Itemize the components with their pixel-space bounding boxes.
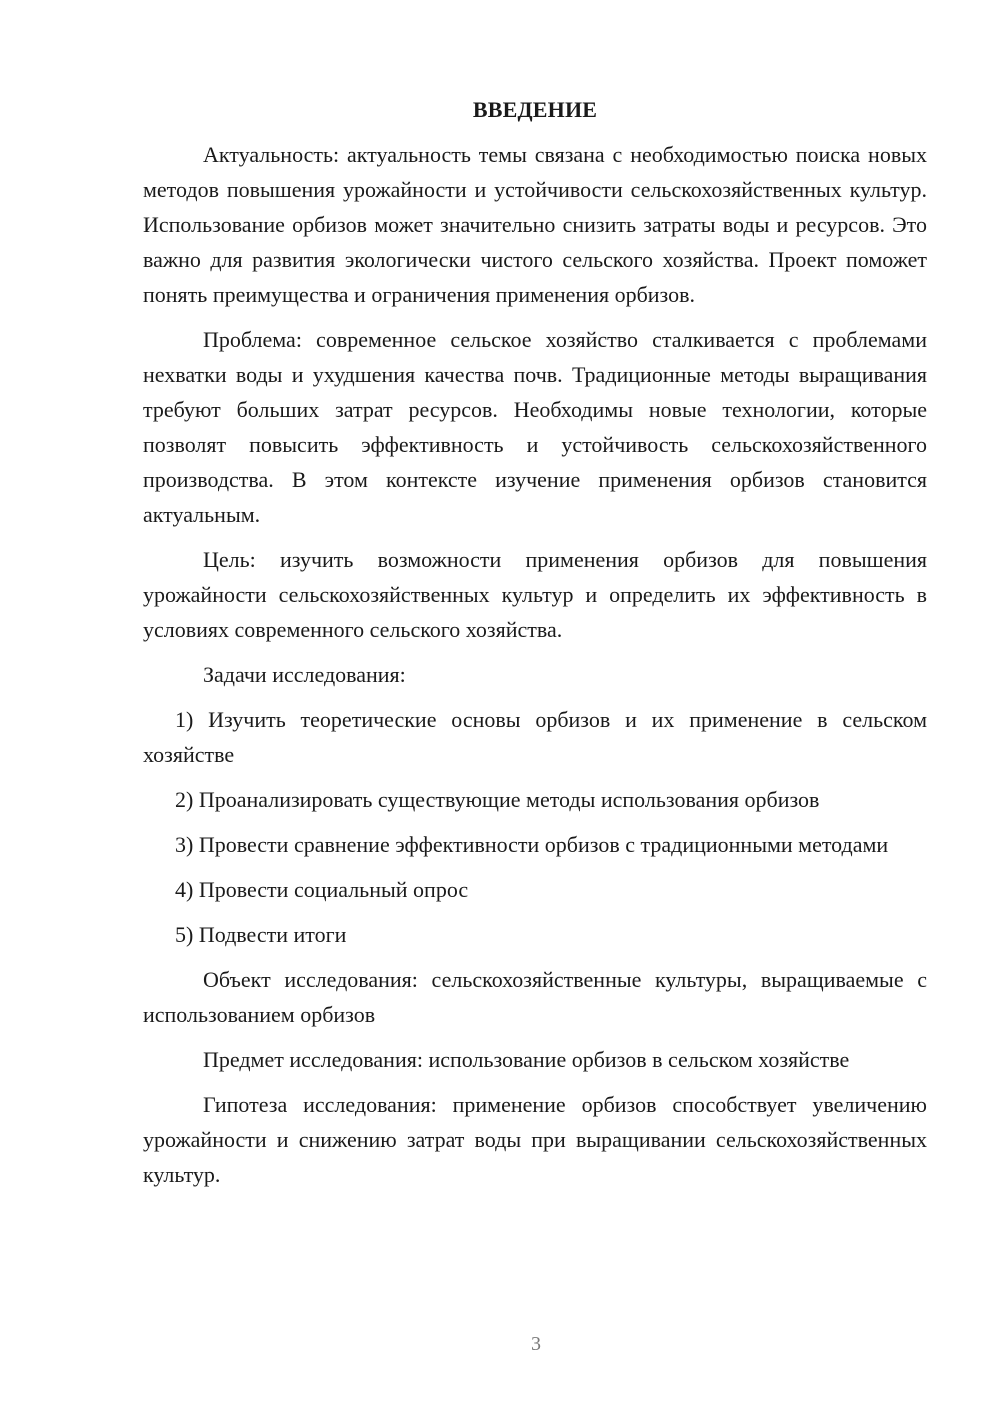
task-item-5: 5) Подвести итоги: [175, 922, 347, 947]
object-paragraph: Объект исследования: сельскохозяйственные культуры, выращиваемые с использованием орбизов: [143, 967, 927, 1027]
task-item-4: 4) Провести социальный опрос: [175, 877, 469, 902]
page-title: ВВЕДЕНИЕ: [472, 97, 598, 122]
relevance-paragraph: Актуальность: актуальность темы связана с необходимостью поиска новых методов повышения урожайности и устойчивости сельскохозяйственных культур. Использование орбизов может значительно снизить затраты воды и ресурсов. Это важно для развития экологически чистого сельского хозяйства. Проект поможет понять преимущества и ограничения применения орбизов.: [143, 142, 927, 307]
subject-paragraph: Предмет исследования: использование орбизов в сельском хозяйстве: [203, 1047, 850, 1072]
task-item-1: 1) Изучить теоретические основы орбизов и их применение в сельском хозяйстве: [143, 707, 927, 767]
tasks-heading: Задачи исследования:: [203, 662, 406, 687]
goal-paragraph: Цель: изучить возможности применения орбизов для повышения урожайности сельскохозяйственных культур и определить их эффективность в условиях современного сельского хозяйства.: [143, 547, 927, 642]
problem-paragraph: Проблема: современное сельское хозяйство сталкивается с проблемами нехватки воды и ухудшения качества почв. Традиционные методы выращивания требуют больших затрат ресурсов. Необходимы новые технологии, которые позволят повысить эффективность и устойчивость сельскохозяйственного производства. В этом контексте изучение применения орбизов становится актуальным.: [143, 327, 927, 527]
hypothesis-paragraph: Гипотеза исследования: применение орбизов способствует увеличению урожайности и снижению затрат воды при выращивании сельскохозяйственных культур.: [143, 1092, 927, 1187]
document-body: [143, 92, 927, 1202]
task-item-2: 2) Проанализировать существующие методы использования орбизов: [175, 787, 820, 812]
page-number: 3: [531, 1333, 541, 1355]
task-item-3: 3) Провести сравнение эффективности орбизов с традиционными методами: [175, 832, 889, 857]
